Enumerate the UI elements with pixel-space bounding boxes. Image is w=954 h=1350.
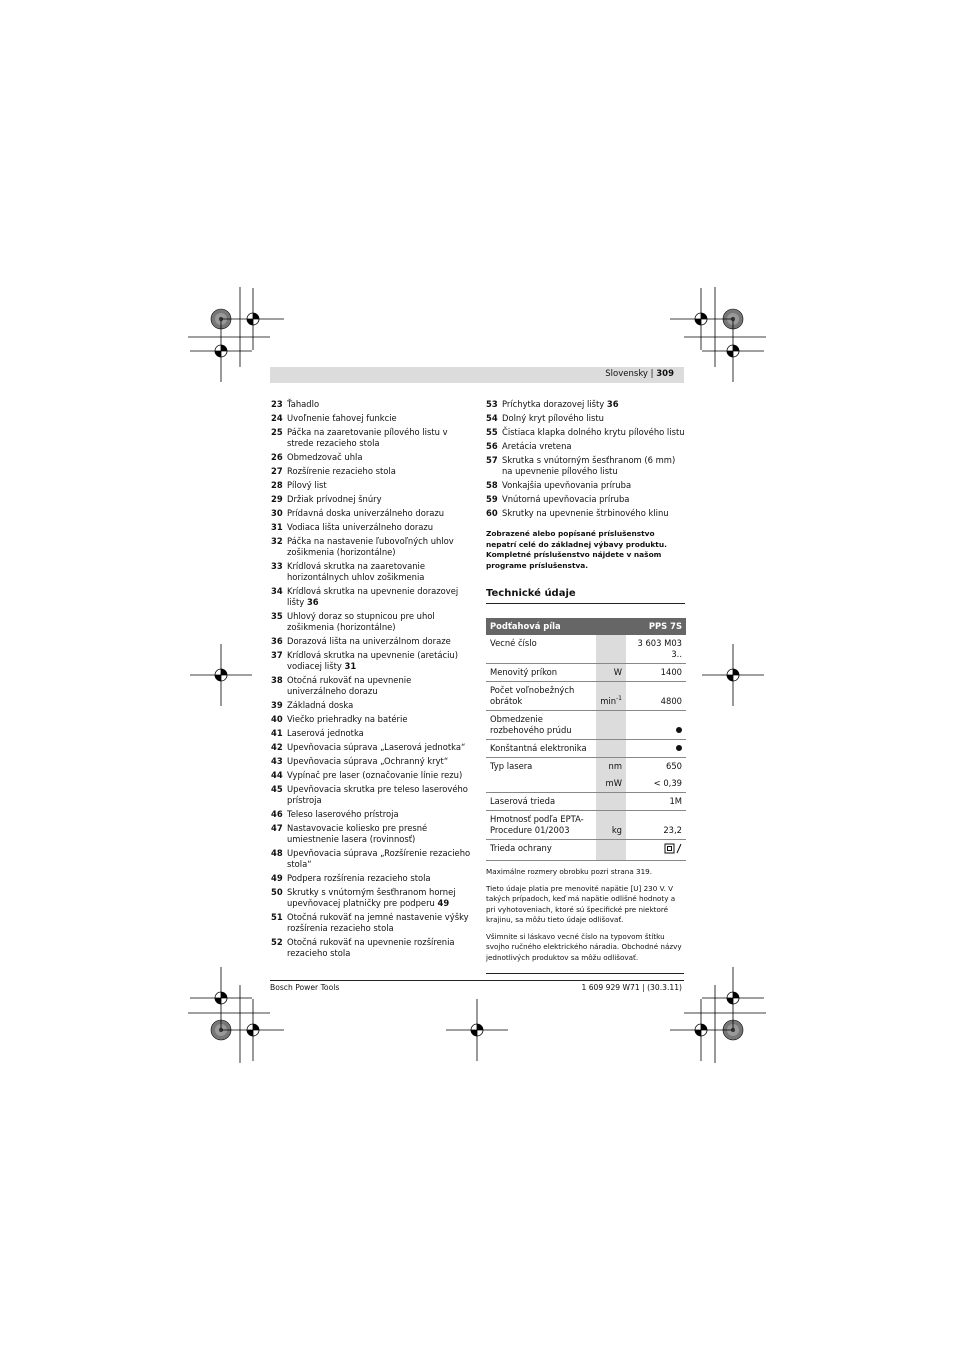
- table-row: [486, 793, 686, 811]
- note-paragraph: Maximálne rozmery obrobku pozri strana 319.: [486, 867, 653, 876]
- item-number: 31: [271, 522, 283, 532]
- item-number: 39: [271, 700, 283, 710]
- item-number: 34: [271, 586, 283, 596]
- crosshair-icon: [190, 644, 252, 706]
- table-row: [486, 758, 686, 776]
- item-number: 37: [271, 650, 283, 660]
- page-header: [270, 367, 684, 383]
- item-text: Vodiaca lišta univerzálneho dorazu: [287, 522, 434, 532]
- crosshair-icon: [190, 967, 252, 1029]
- table-row: [486, 811, 686, 840]
- list-item: [486, 494, 685, 505]
- list-item: [486, 455, 685, 477]
- list-item: [271, 728, 471, 739]
- protection-class-icon: [664, 843, 682, 854]
- note-paragraph: Všimnite si láskavo vecné číslo na typovom štítku svojho ručného elektrického náradia. Obchodné názvy jednotlivých produktov sa môžu odlišovať.: [486, 931, 682, 962]
- left-parts-list: [271, 399, 471, 962]
- item-number: 51: [271, 912, 283, 922]
- item-text: Páčka na zaaretovanie pílového listu v strede rezacieho stola: [287, 427, 448, 448]
- row-value: < 0,39: [626, 775, 686, 793]
- item-number: 54: [486, 413, 498, 423]
- list-item: [271, 561, 471, 583]
- item-reference: 36: [306, 597, 319, 607]
- item-number: 33: [271, 561, 283, 571]
- table-notes: [486, 867, 684, 974]
- crosshair-icon: [222, 999, 284, 1061]
- list-item: [271, 912, 471, 934]
- page-number: 309: [656, 369, 674, 379]
- row-label: Vecné číslo: [486, 635, 596, 664]
- item-text: Uhlový doraz so stupnicou pre uhol zošikmenia (horizontálne): [287, 611, 435, 632]
- item-number: 59: [486, 494, 498, 504]
- row-unit: [596, 711, 626, 740]
- list-item: [271, 873, 471, 884]
- item-number: 40: [271, 714, 283, 724]
- list-item: [271, 650, 471, 672]
- list-item: [271, 636, 471, 647]
- list-item: [271, 756, 471, 767]
- list-item: [271, 522, 471, 533]
- header-language: Slovensky: [605, 369, 648, 379]
- item-text: Čistiaca klapka dolného krytu pílového listu: [502, 427, 685, 437]
- crosshair-icon: [702, 967, 764, 1029]
- crosshair-icon: [702, 644, 764, 706]
- list-item: [271, 700, 471, 711]
- item-number: 48: [271, 848, 283, 858]
- item-number: 25: [271, 427, 283, 437]
- note-paragraph: Tieto údaje platia pre menovité napätie [U] 230 V. V takých prípadoch, keď má napätie odlišné hodnoty a pri vyhotoveniach, ktoré sú špecifické pre niektoré krajinu, sa môžu tieto údaje odlišovať.: [486, 883, 676, 924]
- item-text: Upevňovacia skrutka pre teleso laserového prístroja: [287, 784, 468, 805]
- row-unit: [596, 635, 626, 664]
- row-value: [626, 740, 686, 758]
- row-label: Hmotnosť podľa EPTA-Procedure 01/2003: [486, 811, 596, 840]
- item-text: Krídlová skrutka na zaaretovanie horizontálnych uhlov zošikmenia: [287, 561, 425, 582]
- list-item: [271, 742, 471, 753]
- list-item: [271, 675, 471, 697]
- item-reference: 49: [437, 898, 450, 908]
- item-text: Držiak prívodnej šnúry: [287, 494, 382, 504]
- list-item: [486, 399, 685, 410]
- item-number: 41: [271, 728, 283, 738]
- item-reference: 36: [606, 399, 619, 409]
- item-number: 60: [486, 508, 498, 518]
- row-value: 1400: [626, 664, 686, 682]
- item-text: Krídlová skrutka na upevnenie dorazovej lišty: [287, 586, 459, 607]
- list-item: [271, 809, 471, 820]
- row-value: [626, 711, 686, 740]
- item-number: 29: [271, 494, 283, 504]
- list-item: [271, 413, 471, 424]
- item-number: 46: [271, 809, 283, 819]
- item-text: Vypínač pre laser (označovanie línie rezu): [287, 770, 463, 780]
- item-text: Vonkajšia upevňovania príruba: [502, 480, 632, 490]
- item-text: Dorazová lišta na univerzálnom doraze: [287, 636, 451, 646]
- list-item: [486, 427, 685, 438]
- list-item: [271, 714, 471, 725]
- list-item: [271, 452, 471, 463]
- item-text: Skrutky s vnútorným šesťhranom hornej upevňovacej platničky pre podperu: [287, 887, 456, 908]
- bullet-dot-icon: [676, 745, 682, 751]
- item-number: 26: [271, 452, 283, 462]
- item-text: Viečko priehradky na batérie: [287, 714, 408, 724]
- row-label: Trieda ochrany: [486, 840, 596, 861]
- item-number: 43: [271, 756, 283, 766]
- accessory-note: Zobrazené alebo popísané príslušenstvo nepatrí celé do základnej výbavy produktu. Kompletné príslušenstvo nájdete v našom programe príslušenstva.: [486, 529, 667, 570]
- item-text: Páčka na nastavenie ľubovoľných uhlov zošikmenia (horizontálne): [287, 536, 454, 557]
- item-number: 56: [486, 441, 498, 451]
- item-number: 52: [271, 937, 283, 947]
- row-value: 650: [666, 761, 682, 771]
- item-text: Skrutky na upevnenie štrbinového klinu: [502, 508, 669, 518]
- list-item: [271, 586, 471, 608]
- footer-left: Bosch Power Tools: [270, 983, 340, 992]
- table-row: [486, 840, 686, 861]
- item-number: 36: [271, 636, 283, 646]
- item-text: Uvoľnenie ťahovej funkcie: [287, 413, 397, 423]
- item-text: Pílový list: [287, 480, 327, 490]
- bullet-dot-icon: [676, 727, 682, 733]
- row-label: Počet voľnobežných obrátok: [486, 682, 596, 711]
- item-text: Prídavná doska univerzálneho dorazu: [287, 508, 445, 518]
- item-text: Ťahadlo: [287, 399, 320, 409]
- row-unit: [596, 740, 626, 758]
- list-item: [271, 466, 471, 477]
- item-text: Teleso laserového prístroja: [287, 809, 399, 819]
- item-number: 55: [486, 427, 498, 437]
- row-value: 3 603 M03 3..: [626, 635, 686, 664]
- table-row: [486, 664, 686, 682]
- item-text: Skrutka s vnútorným šesťhranom (6 mm) na upevnenie pílového listu: [502, 455, 676, 476]
- table-head-model: PPS 7S: [626, 618, 686, 635]
- header-text: [605, 369, 674, 379]
- list-item: [486, 508, 685, 519]
- crosshair-icon: [702, 320, 764, 382]
- header-separator: |: [650, 369, 654, 379]
- row-label: Typ lasera: [486, 758, 596, 793]
- row-value: 4800: [626, 682, 686, 711]
- list-item: [271, 480, 471, 491]
- item-text: Základná doska: [287, 700, 354, 710]
- item-number: 28: [271, 480, 283, 490]
- right-column: [486, 399, 685, 974]
- list-item: [271, 770, 471, 781]
- item-text: Otočná rukoväť na upevnenie univerzálneho dorazu: [287, 675, 412, 696]
- item-text: Príchytka dorazovej lišty: [502, 399, 605, 409]
- item-number: 47: [271, 823, 283, 833]
- table-row: [486, 740, 686, 758]
- item-text: Rozšírenie rezacieho stola: [287, 466, 396, 476]
- crosshair-icon: [222, 288, 284, 350]
- list-item: [271, 937, 471, 959]
- item-number: 32: [271, 536, 283, 546]
- tech-data-table: [486, 618, 686, 861]
- item-text: Laserová jednotka: [287, 728, 364, 738]
- item-text: Aretácia vretena: [502, 441, 572, 451]
- item-number: 24: [271, 413, 283, 423]
- item-number: 42: [271, 742, 283, 752]
- row-unit: [596, 793, 626, 811]
- list-item: [271, 494, 471, 505]
- item-text: Upevňovacia súprava „Rozšírenie rezacieho stola“: [287, 848, 471, 869]
- item-text: Obmedzovač uhla: [287, 452, 363, 462]
- crosshair-icon: [446, 999, 508, 1061]
- table-row: [486, 711, 686, 740]
- item-number: 38: [271, 675, 283, 685]
- row-unit: mW: [596, 775, 626, 793]
- item-text: Podpera rozšírenia rezacieho stola: [287, 873, 431, 883]
- item-text: Nastavovacie koliesko pre presné umiestnenie lasera (rovinnosť): [287, 823, 428, 844]
- row-value: [626, 840, 686, 861]
- item-text: Vnútorná upevňovacia príruba: [502, 494, 630, 504]
- footer-right: 1 609 929 W71 | (30.3.11): [581, 983, 682, 992]
- crosshair-icon: [670, 288, 732, 350]
- footer-rule: [270, 980, 684, 981]
- row-value: 1M: [626, 793, 686, 811]
- item-number: 49: [271, 873, 283, 883]
- item-reference: 31: [344, 661, 357, 671]
- item-number: 50: [271, 887, 283, 897]
- item-number: 45: [271, 784, 283, 794]
- row-value: 23,2: [626, 811, 686, 840]
- table-row: [486, 635, 686, 664]
- table-head-label: Podťahová píla: [486, 618, 626, 635]
- item-text: Otočná rukoväť na upevnenie rozšírenia rezacieho stola: [287, 937, 455, 958]
- list-item: [486, 441, 685, 452]
- item-number: 44: [271, 770, 283, 780]
- row-label: Laserová trieda: [486, 793, 596, 811]
- list-item: [271, 848, 471, 870]
- tech-data-title: Technické údaje: [486, 588, 685, 604]
- item-text: Upevňovacia súprava „Ochranný kryt“: [287, 756, 449, 766]
- list-item: [271, 508, 471, 519]
- item-text: Otočná rukoväť na jemné nastavenie výšky rozšírenia rezacieho stola: [287, 912, 469, 933]
- row-label: Konštantná elektronika: [486, 740, 596, 758]
- item-number: 53: [486, 399, 498, 409]
- list-item: [486, 413, 685, 424]
- item-number: 30: [271, 508, 283, 518]
- row-unit: W: [596, 664, 626, 682]
- list-item: [271, 399, 471, 410]
- item-number: 23: [271, 399, 283, 409]
- item-number: 57: [486, 455, 498, 465]
- row-unit: $\min^{-1}$: [596, 682, 626, 711]
- item-number: 58: [486, 480, 498, 490]
- list-item: [271, 887, 471, 909]
- item-number: 27: [271, 466, 283, 476]
- crosshair-icon: [190, 320, 252, 382]
- row-unit: [596, 840, 626, 861]
- list-item: [271, 784, 471, 806]
- item-text: Dolný kryt pílového listu: [502, 413, 604, 423]
- list-item: [486, 480, 685, 491]
- row-label: Menovitý príkon: [486, 664, 596, 682]
- crosshair-icon: [670, 999, 732, 1061]
- item-number: 35: [271, 611, 283, 621]
- row-label: Obmedzenie rozbehového prúdu: [486, 711, 596, 740]
- item-text: Upevňovacia súprava „Laserová jednotka“: [287, 742, 466, 752]
- right-parts-list: [486, 399, 685, 519]
- item-text: Krídlová skrutka na upevnenie (aretáciu) vodiacej lišty: [287, 650, 459, 671]
- table-row: [486, 682, 686, 711]
- list-item: [271, 823, 471, 845]
- list-item: [271, 611, 471, 633]
- table-header-row: [486, 618, 686, 635]
- row-unit: nm: [596, 758, 626, 776]
- list-item: [271, 536, 471, 558]
- row-unit: kg: [596, 811, 626, 840]
- list-item: [271, 427, 471, 449]
